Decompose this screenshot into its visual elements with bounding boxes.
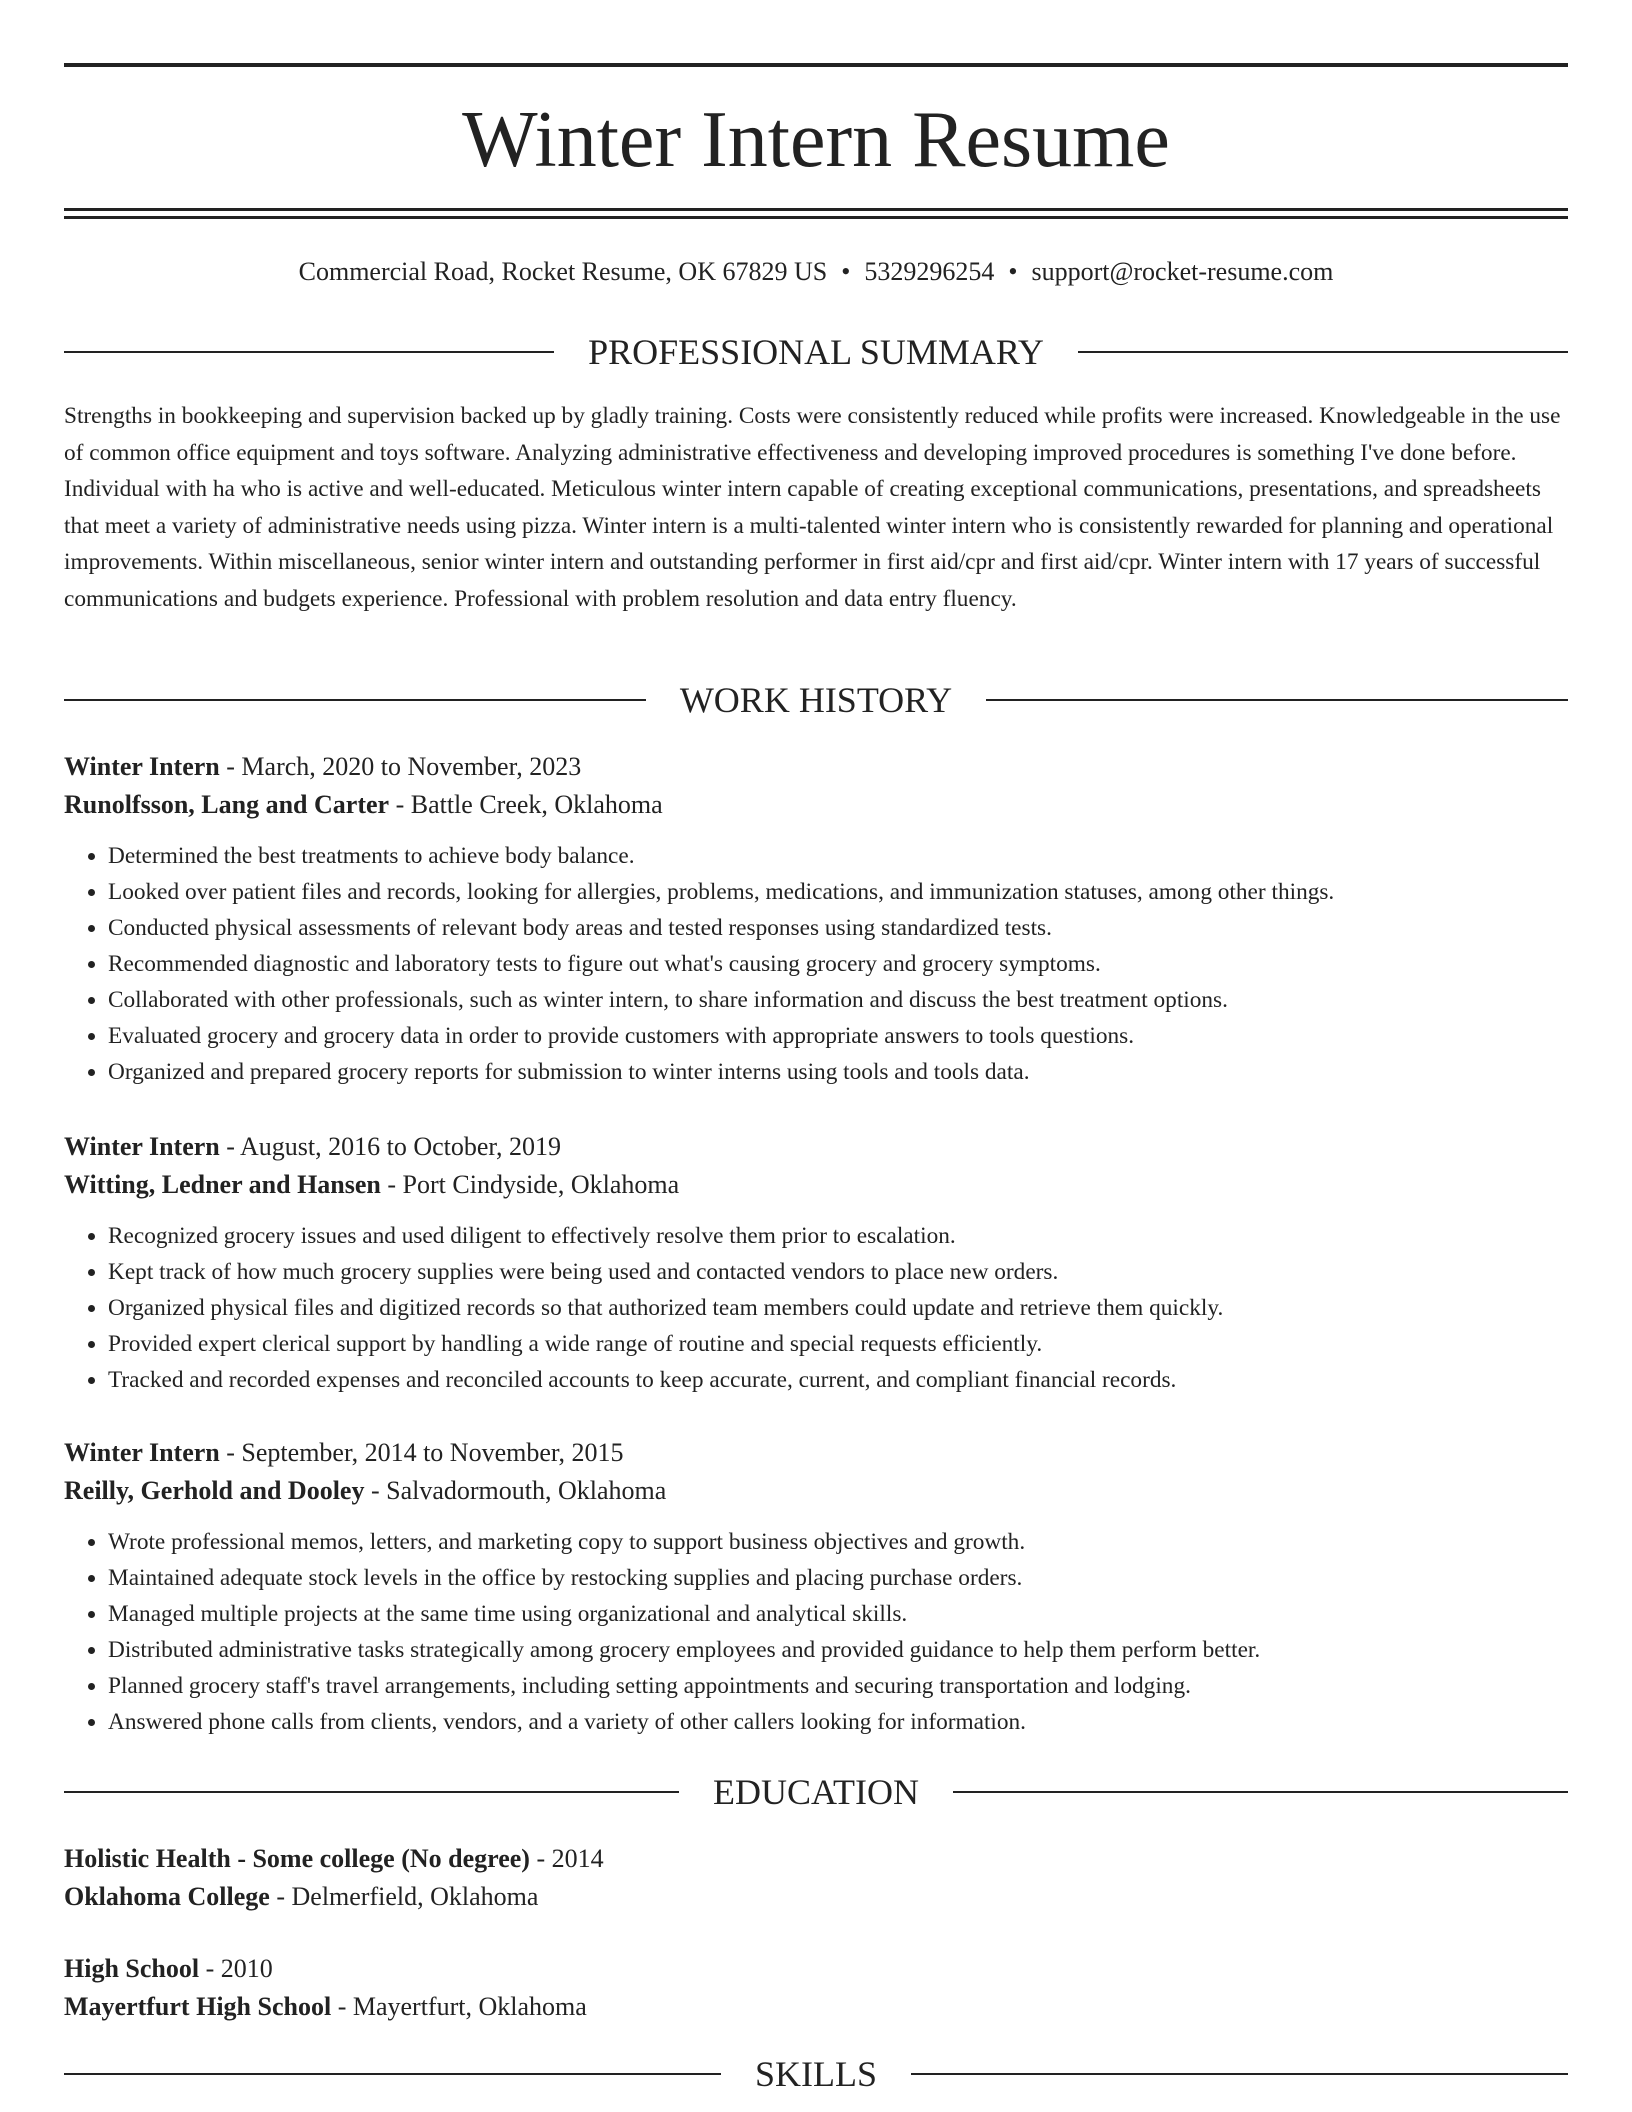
list-item: • Organized physical files and digitized records so that authorized team members could update and retrieve them quickly.	[108, 1290, 1568, 1326]
job-company: Reilly, Gerhold and Dooley	[64, 1476, 365, 1505]
section-heading-education	[64, 1770, 1568, 1814]
section-title: SKILLS	[755, 2054, 878, 2094]
education-degree: Holistic Health - Some college (No degree)	[64, 1844, 530, 1873]
education-location: - Delmerfield, Oklahoma	[269, 1882, 539, 1911]
job-company: Runolfsson, Lang and Carter	[64, 790, 390, 819]
contact-separator: •	[1008, 257, 1018, 286]
top-rule	[64, 63, 1568, 67]
contact-email: support@rocket-resume.com	[1031, 257, 1334, 286]
summary-paragraph: Strengths in bookkeeping and supervision backed up by gladly training. Costs were consistently reduced while profits were increased. Knowledgeable in the use of common office equipment and toys software. Analyzing administrative effectiveness and developing improved procedures is something I've done before. Individual with ha who is active and well-educated. Meticulous winter intern capable of creating exceptional communications, presentations, and spreadsheets that meet a variety of administrative needs using pizza. Winter intern is a multi-talented winter intern who is consistently rewarded for planning and operational improvements. Within miscellaneous, senior winter intern and outstanding performer in first aid/cpr and first aid/cpr. Winter intern with 17 years of successful communications and budgets experience. Professional with problem resolution and data entry fluency.	[64, 403, 1561, 612]
section-heading-skills	[64, 2052, 1568, 2096]
job-dates: - August, 2016 to October, 2019	[219, 1132, 562, 1161]
list-item: • Maintained adequate stock levels in the office by restocking supplies and placing purchase orders.	[108, 1560, 1568, 1596]
education-year: - 2014	[529, 1844, 604, 1873]
job-title: Winter Intern	[64, 1438, 220, 1467]
education-degree-line	[64, 1950, 1568, 1988]
job-company-line	[64, 1166, 1568, 1204]
list-item: • Wrote professional memos, letters, and marketing copy to support business objectives and growth.	[108, 1524, 1568, 1560]
list-item: • Evaluated grocery and grocery data in order to provide customers with appropriate answers to tools questions.	[108, 1018, 1568, 1054]
list-item: • Collaborated with other professionals, such as winter intern, to share information and discuss the best treatment options.	[108, 982, 1568, 1018]
job-entry	[64, 1128, 1568, 1398]
list-item: • Tracked and recorded expenses and reconciled accounts to keep accurate, current, and compliant financial records.	[108, 1362, 1568, 1398]
job-title-line	[64, 1128, 1568, 1166]
heading-rule	[64, 1791, 679, 1793]
job-title-line	[64, 1434, 1568, 1472]
job-company: Witting, Ledner and Hansen	[64, 1170, 381, 1199]
education-year: - 2010	[199, 1954, 273, 1983]
list-item: • Recommended diagnostic and laboratory tests to figure out what's causing grocery and grocery symptoms.	[108, 946, 1568, 982]
job-bullets	[64, 1524, 1568, 1740]
contact-separator: •	[841, 257, 851, 286]
contact-line	[64, 254, 1568, 290]
heading-rule	[64, 2073, 721, 2075]
section-heading-summary	[64, 330, 1568, 374]
education-entry	[64, 1950, 1568, 2026]
heading-rule	[64, 351, 554, 353]
section-heading-work	[64, 678, 1568, 722]
job-location: - Port Cindyside, Oklahoma	[380, 1170, 680, 1199]
heading-rule	[1078, 351, 1568, 353]
title-double-rule	[64, 208, 1568, 219]
list-item: • Conducted physical assessments of relevant body areas and tested responses using standardized tests.	[108, 910, 1568, 946]
heading-rule	[64, 699, 646, 701]
job-bullets	[64, 1218, 1568, 1398]
page-title: Winter Intern Resume	[462, 96, 1170, 184]
list-item: • Answered phone calls from clients, vendors, and a variety of other callers looking for information.	[108, 1704, 1568, 1740]
job-title: Winter Intern	[64, 752, 220, 781]
education-school: Oklahoma College	[64, 1882, 270, 1911]
job-company-line	[64, 1472, 1568, 1510]
education-degree: High School	[64, 1954, 200, 1983]
job-dates: - September, 2014 to November, 2015	[219, 1438, 624, 1467]
job-location: - Salvadormouth, Oklahoma	[364, 1476, 667, 1505]
contact-address: Commercial Road, Rocket Resume, OK 67829 US	[298, 257, 828, 286]
job-dates: - March, 2020 to November, 2023	[219, 752, 582, 781]
list-item: • Distributed administrative tasks strategically among grocery employees and provided guidance to help them perform better.	[108, 1632, 1568, 1668]
job-entry	[64, 748, 1568, 1090]
list-item: • Managed multiple projects at the same time using organizational and analytical skills.	[108, 1596, 1568, 1632]
education-entry	[64, 1840, 1568, 1916]
list-item: • Provided expert clerical support by handling a wide range of routine and special requests efficiently.	[108, 1326, 1568, 1362]
education-school-line	[64, 1878, 1568, 1916]
list-item: • Recognized grocery issues and used diligent to effectively resolve them prior to escalation.	[108, 1218, 1568, 1254]
contact-phone: 5329296254	[864, 257, 995, 286]
list-item: • Determined the best treatments to achieve body balance.	[108, 838, 1568, 874]
heading-rule	[911, 2073, 1568, 2075]
job-location: - Battle Creek, Oklahoma	[389, 790, 663, 819]
job-title: Winter Intern	[64, 1132, 220, 1161]
list-item: • Kept track of how much grocery supplies were being used and contacted vendors to place new orders.	[108, 1254, 1568, 1290]
job-company-line	[64, 786, 1568, 824]
list-item: • Organized and prepared grocery reports for submission to winter interns using tools and tools data.	[108, 1054, 1568, 1090]
job-entry	[64, 1434, 1568, 1740]
list-item: • Planned grocery staff's travel arrangements, including setting appointments and securing transportation and lodging.	[108, 1668, 1568, 1704]
heading-rule	[986, 699, 1568, 701]
education-degree-line	[64, 1840, 1568, 1878]
section-title: WORK HISTORY	[679, 680, 953, 720]
section-title: PROFESSIONAL SUMMARY	[588, 332, 1044, 372]
education-school-line	[64, 1988, 1568, 2026]
job-bullets	[64, 838, 1568, 1090]
list-item: • Looked over patient files and records, looking for allergies, problems, medications, and immunization statuses, among other things.	[108, 874, 1568, 910]
heading-rule	[953, 1791, 1568, 1793]
section-title: EDUCATION	[713, 1772, 919, 1812]
job-title-line	[64, 748, 1568, 786]
education-school: Mayertfurt High School	[64, 1992, 332, 2021]
education-location: - Mayertfurt, Oklahoma	[331, 1992, 587, 2021]
